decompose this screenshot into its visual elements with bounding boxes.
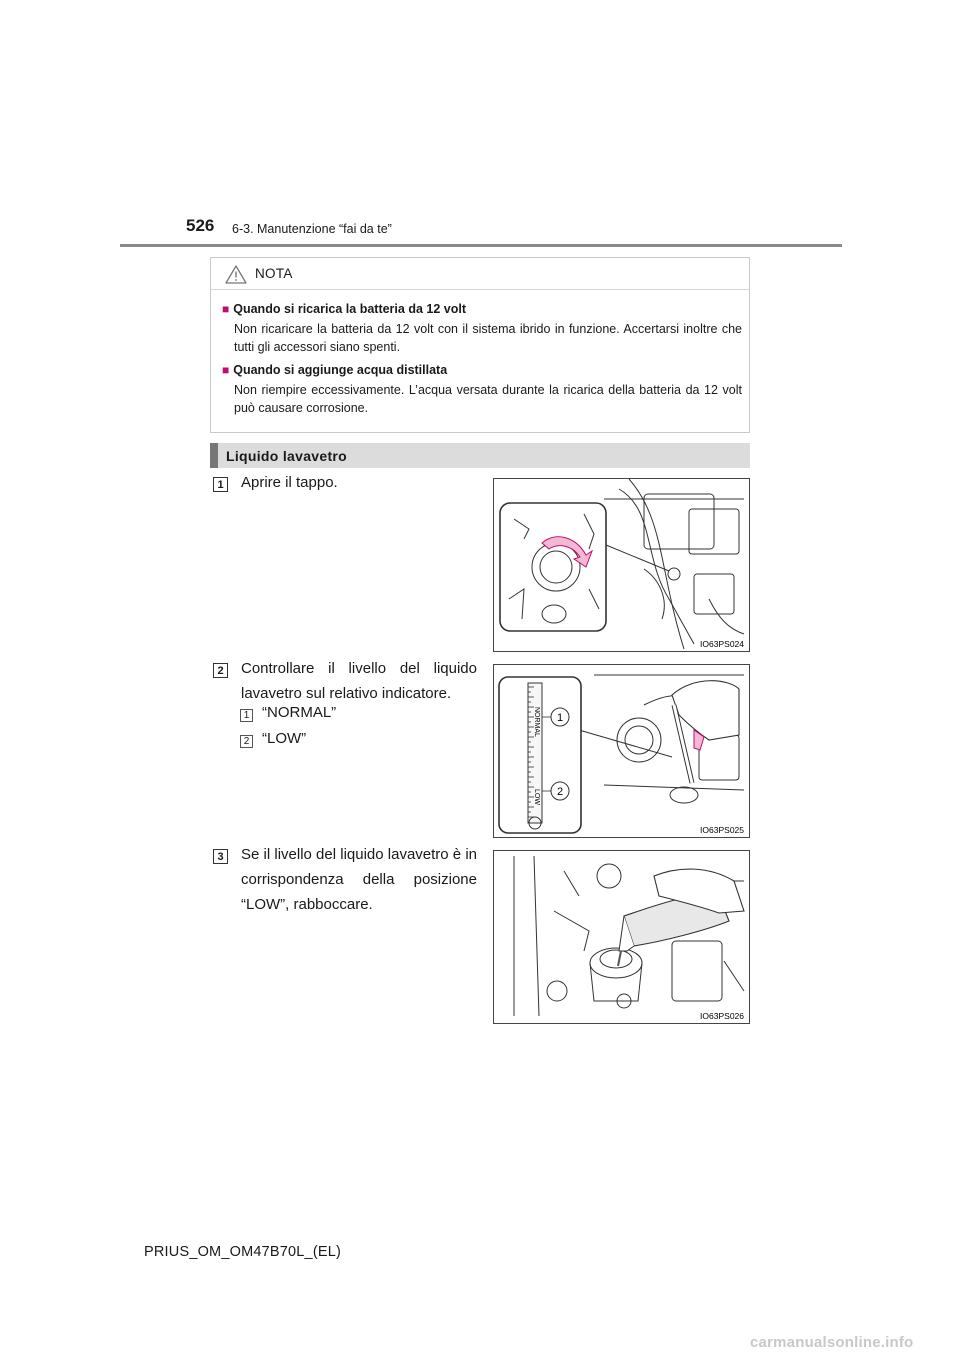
step-number: 1 <box>213 477 228 492</box>
figure-code: IO63PS026 <box>700 1011 744 1021</box>
header-rule <box>120 244 842 247</box>
nota-item-heading: Quando si ricarica la batteria da 12 volt <box>233 302 466 316</box>
step-number: 3 <box>213 849 228 864</box>
callout-low-number: 2 <box>556 786 564 798</box>
nota-title: NOTA <box>255 266 293 281</box>
nota-item-heading: Quando si aggiunge acqua distillata <box>233 363 448 377</box>
warning-icon <box>225 265 247 284</box>
subitem-text: “LOW” <box>262 730 307 747</box>
section-heading-marker <box>210 443 218 468</box>
step-text: Controllare il livello del liquido lavavetro sul relativo indicatore. <box>241 660 477 702</box>
engine-bay-illustration <box>494 479 749 651</box>
nota-item <box>222 363 742 417</box>
nota-item-text: Non riempire eccessivamente. L’acqua versata durante la ricarica della batteria da 12 volt può causare corrosione. <box>234 383 742 415</box>
subitem-text: “NORMAL” <box>262 704 337 721</box>
square-bullet-icon: ■ <box>222 363 230 377</box>
figure-code: IO63PS025 <box>700 825 744 835</box>
nota-item-text: Non ricaricare la batteria da 12 volt con il sistema ibrido in funzione. Accertarsi inoltre che tutti gli accessori siano spenti. <box>234 322 742 354</box>
callout-normal-number: 1 <box>556 712 564 724</box>
step-text: Aprire il tappo. <box>241 474 338 491</box>
gauge-low-label: LOW <box>533 789 540 805</box>
figure-refill <box>493 850 750 1024</box>
section-title: 6-3. Manutenzione “fai da te” <box>232 222 392 236</box>
figure-code: IO63PS024 <box>700 639 744 649</box>
page-number: 526 <box>186 216 215 235</box>
nota-box <box>210 257 750 433</box>
nota-item <box>222 302 742 356</box>
step-number: 2 <box>213 663 228 678</box>
figure-level-gauge <box>493 664 750 838</box>
gauge-normal-label: NORMAL <box>533 707 540 737</box>
section-heading-text: Liquido lavavetro <box>226 448 348 464</box>
subitem-number: 2 <box>240 735 253 748</box>
watermark: carmanualsonline.info <box>750 1334 914 1351</box>
step-text: Se il livello del liquido lavavetro è in corrispondenza della posizione “LOW”, rabboccare. <box>241 846 477 913</box>
section-heading <box>210 443 750 468</box>
nota-header <box>211 258 749 290</box>
footer-code: PRIUS_OM_OM47B70L_(EL) <box>144 1244 342 1260</box>
figure-open-cap <box>493 478 750 652</box>
subitem-number: 1 <box>240 709 253 722</box>
square-bullet-icon: ■ <box>222 302 230 316</box>
